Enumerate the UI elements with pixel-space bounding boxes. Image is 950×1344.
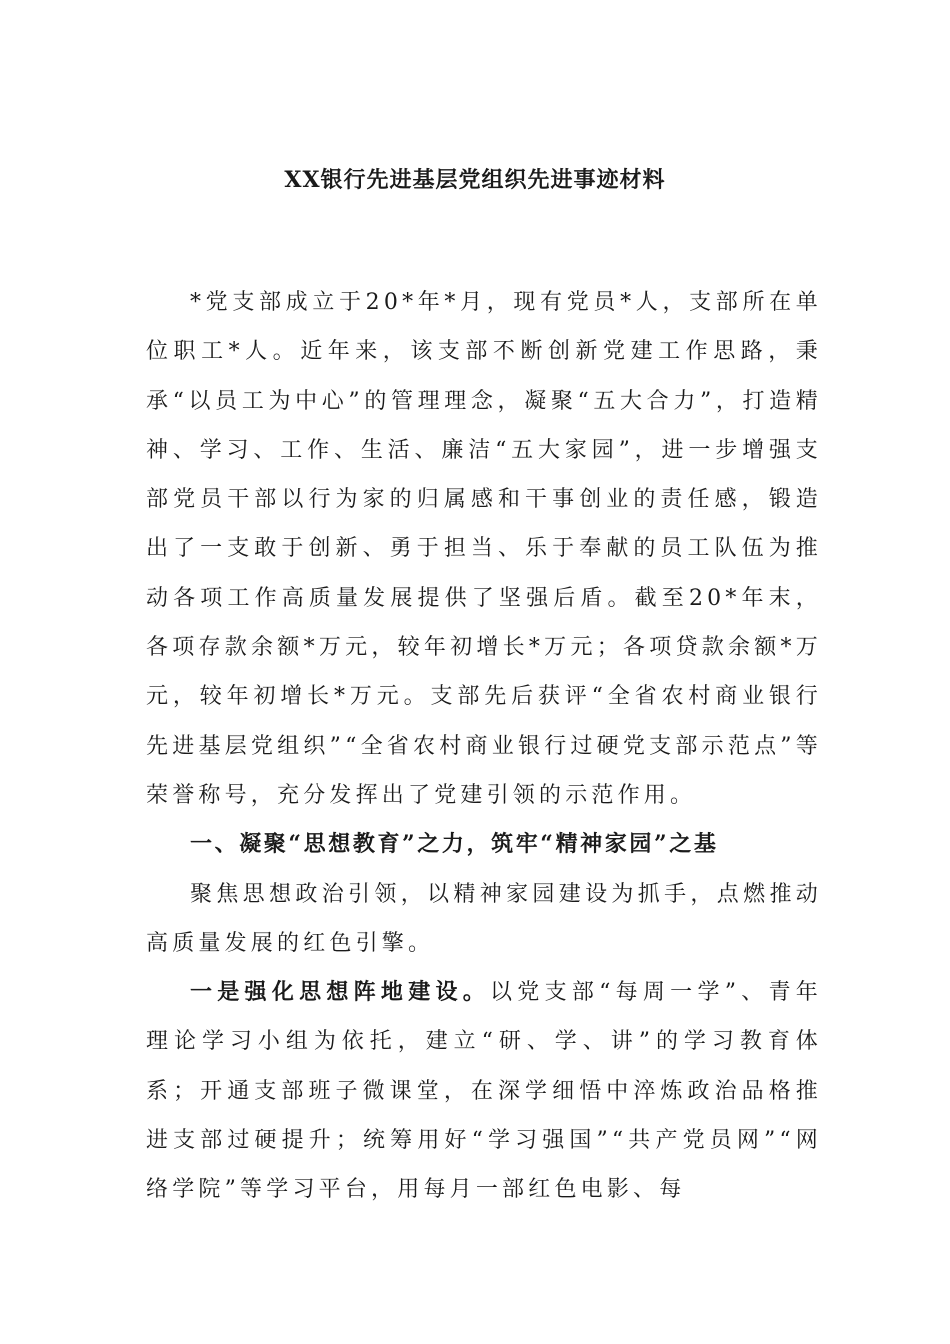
intro-paragraph: *党支部成立于20*年*月，现有党员*人，支部所在单位职工*人。近年来，该支部不断创新党建工作思路，秉承“以员工为中心”的管理理念，凝聚“五大合力”，打造精神、学习、工作、生活、廉洁“五大家园”，进一步增强支部党员干部以行为家的归属感和干事创业的责任感，锻造出了一支敢于创新、勇于担当、乐于奉献的员工队伍为推动各项工作高质量发展提供了坚强后盾。截至20*年末，各项存款余额*万元，较年初增长*万元；各项贷款余额*万元，较年初增长*万元。支部先后获评“全省农村商业银行先进基层党组织”“全省农村商业银行过硬党支部示范点”等荣誉称号，充分发挥出了党建引领的示范作用。 — [146, 290, 822, 808]
section-heading: 一、凝聚“思想教育”之力，筑牢“精神家园”之基 — [190, 831, 719, 858]
document-title: XX银行先进基层党组织先进事迹材料 — [284, 167, 666, 193]
section-summary-paragraph: 聚焦思想政治引领，以精神家园建设为抓手，点燃推动高质量发展的红色引擎。 — [146, 881, 822, 956]
document-body — [146, 278, 822, 1215]
point-lead: 一是强化思想阵地建设。 — [190, 979, 491, 1006]
point-paragraph — [146, 968, 822, 1214]
point-text: 以党支部“每周一学”、青年理论学习小组为依托，建立“研、学、讲”的学习教育体系；开通支部班子微课堂，在深学细悟中淬炼政治品格推进支部过硬提升；统筹用好“学习强国”“共产党员网”“网络学院”等学习平台，用每月一部红色电影、每 — [146, 980, 822, 1203]
